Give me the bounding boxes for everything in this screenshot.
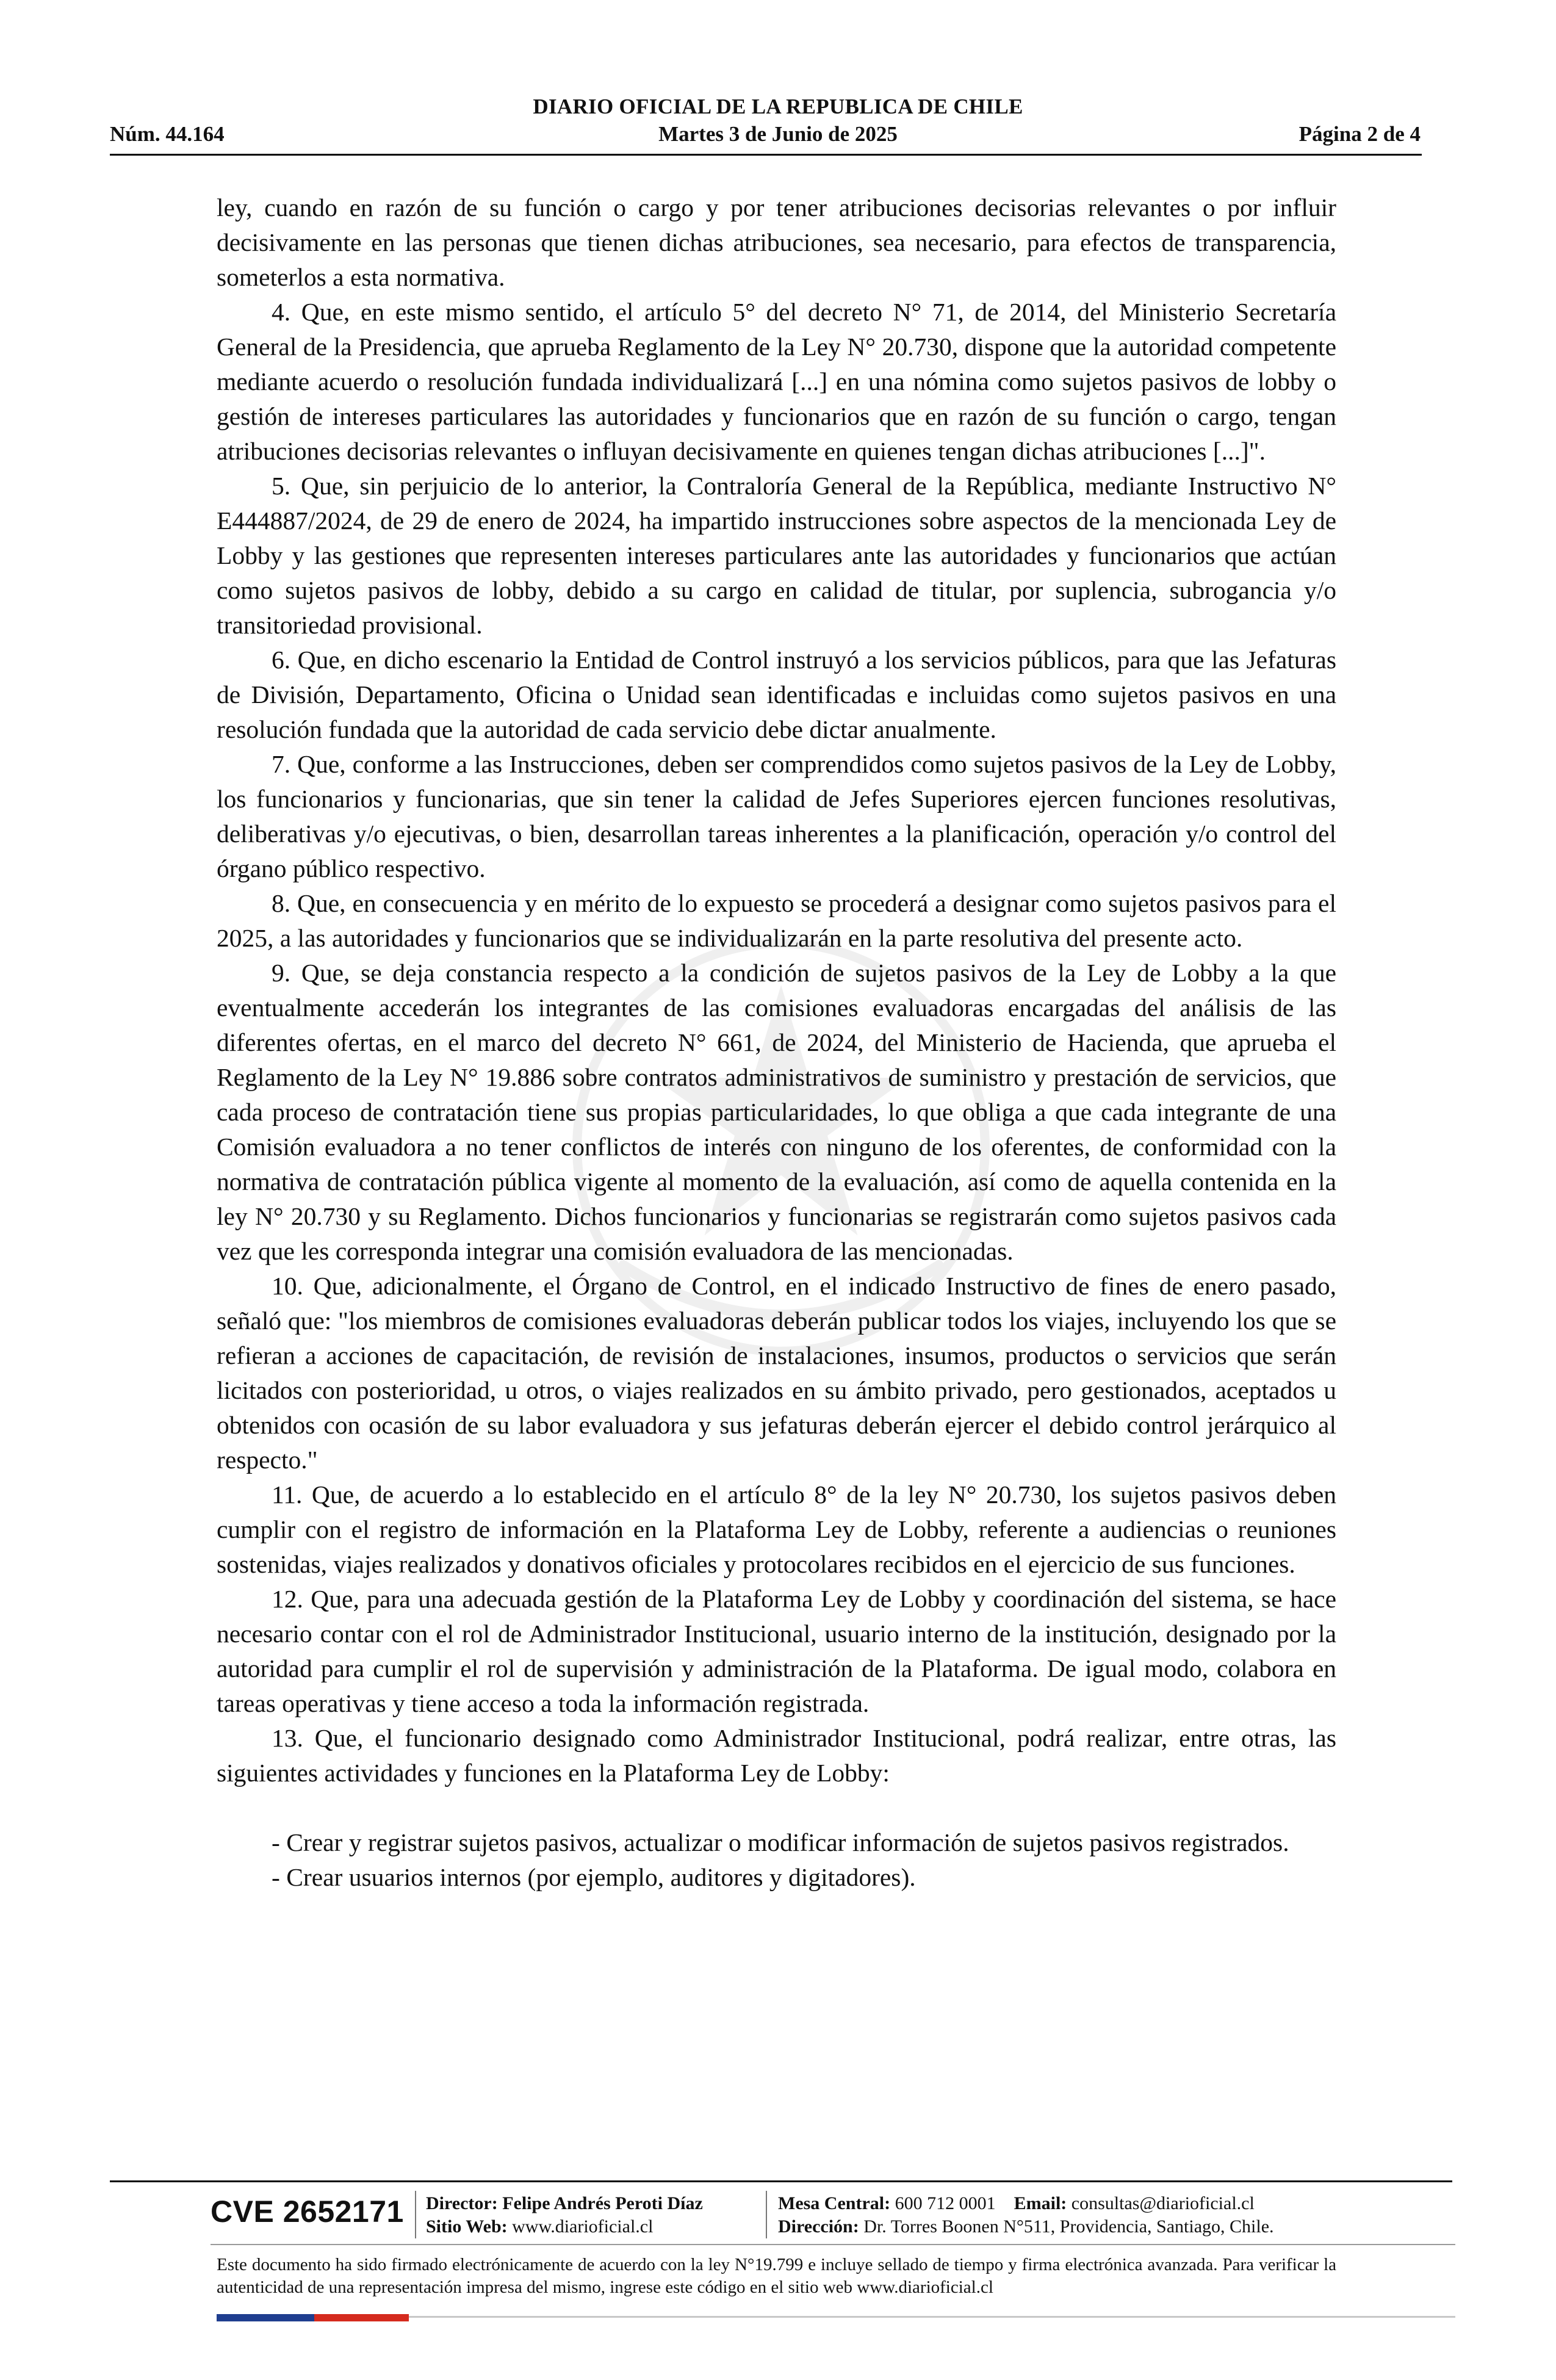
paragraph-6: 6. Que, en dicho escenario la Entidad de Control instruyó a los servicios públicos, para que las Jefaturas de División, Departamento, Oficina o Unidad sean identificadas e incluidas como sujetos pasivos en una resolución fundada que la autoridad de cada servicio debe dictar anualmente. xyxy=(217,646,1336,743)
paragraph-7: 7. Que, conforme a las Instrucciones, deben ser comprendidos como sujetos pasivos de la Ley de Lobby, los funcionarios y funcionarias, que sin tener la calidad de Jefes Superiores ejercen funciones resolutivas, deliberativas y/o ejecutivas, o bien, desarrollan tareas inherentes a la planificación, operación y/o control del órgano público respectivo. xyxy=(217,750,1336,882)
director-label: Director: xyxy=(426,2193,498,2213)
footer-separator xyxy=(415,2191,416,2238)
cve-code: CVE 2652171 xyxy=(211,2194,404,2229)
header-divider xyxy=(110,154,1422,156)
gazette-title: DIARIO OFICIAL DE LA REPUBLICA DE CHILE xyxy=(533,95,1023,118)
bullet-item: - Crear usuarios internos (por ejemplo, auditores y digitadores). xyxy=(272,1863,916,1891)
mesa-label: Mesa Central: xyxy=(778,2193,891,2213)
flag-bar-blue xyxy=(217,2314,314,2321)
footer-separator xyxy=(766,2191,767,2238)
website-label: Sitio Web: xyxy=(426,2216,508,2237)
paragraph-gap xyxy=(217,1790,1336,1825)
footer-divider xyxy=(110,2180,1452,2182)
paragraph-8: 8. Que, en consecuencia y en mérito de lo expuesto se procederá a designar como sujetos pasivos para el 2025, a las autoridades y funcionarios que se individualizarán en la parte resolutiva del presente acto. xyxy=(217,889,1336,952)
footer-legal-divider xyxy=(211,2244,1455,2245)
paragraph-10: 10. Que, adicionalmente, el Órgano de Control, en el indicado Instructivo de fines de enero pasado, señaló que: "los miembros de comisiones evaluadoras deberán publicar todos los viajes, incluyendo los que se refieran a acciones de capacitación, de revisión de instalaciones, insumos, productos o servicios que serán licitados con posterioridad, u otros, o viajes realizados en su ámbito privado, pero gestionados, aceptados u obtenidos con ocasión de su labor evaluadora y sus jefaturas deberán ejercer el debido control jerárquico al respecto." xyxy=(217,1272,1336,1474)
flag-bar-red xyxy=(314,2314,409,2321)
paragraph-5: 5. Que, sin perjuicio de lo anterior, la Contraloría General de la República, mediante Instructivo N° E444887/2024, de 29 de enero de 2024, ha impartido instrucciones sobre aspectos de la mencionada Ley de Lobby y las gestiones que representen intereses particulares ante las autoridades y funcionarios que actúan como sujetos pasivos de lobby, debido a su cargo en calidad de titular, por suplencia, subrogancia y/o transitoriedad provisional. xyxy=(217,472,1336,639)
director-name: Felipe Andrés Peroti Díaz xyxy=(502,2193,703,2213)
paragraph-13: 13. Que, el funcionario designado como Administrador Institucional, podrá realizar, entre otras, las siguientes actividades y funciones en la Plataforma Ley de Lobby: xyxy=(217,1724,1336,1787)
paragraph-9: 9. Que, se deja constancia respecto a la condición de sujetos pasivos de la Ley de Lobby a la que eventualmente accederán los integrantes de las comisiones evaluadoras encargadas del análisis de las diferentes ofertas, en el marco del decreto N° 661, de 2024, del Ministerio de Hacienda, que aprueba el Reglamento de la Ley N° 19.886 sobre contratos administrativos de suministro y prestación de servicios, que cada proceso de contratación tiene sus propias particularidades, lo que obliga a que cada integrante de una Comisión evaluadora a no tener conflictos de interés con ninguno de los oferentes, de conformidad con la normativa de contratación pública vigente al momento de la evaluación, así como de aquella contenida en la ley N° 20.730 y su Reglamento. Dichos funcionarios y funcionarias se registrarán como sujetos pasivos cada vez que les corresponda integrar una comisión evaluadora de las mencionadas. xyxy=(217,959,1336,1265)
page-indicator: Página 2 de 4 xyxy=(1298,122,1421,146)
mesa-phone: 600 712 0001 xyxy=(895,2193,996,2213)
paragraph-11: 11. Que, de acuerdo a lo establecido en el artículo 8° de la ley N° 20.730, los sujetos pasivos deben cumplir con el registro de información en la Plataforma Ley de Lobby, referente a audiencias o reuniones sostenidas, viajes realizados y donativos oficiales y protocolares recibidos en el ejercicio de sus funciones. xyxy=(217,1480,1336,1578)
address-label: Dirección: xyxy=(778,2216,859,2237)
issue-number: Núm. 44.164 xyxy=(110,122,225,146)
email-link[interactable]: consultas@diarioficial.cl xyxy=(1071,2193,1255,2213)
bullet-item: - Crear y registrar sujetos pasivos, actualizar o modificar información de sujetos pasivos registrados. xyxy=(272,1828,1289,1856)
footer-contact-block xyxy=(778,2192,1274,2238)
paragraph-12: 12. Que, para una adecuada gestión de la Plataforma Ley de Lobby y coordinación del sistema, se hace necesario contar con el rol de Administrador Institucional, usuario interno de la institución, designado por la autoridad para cumplir el rol de supervisión y administración de la Plataforma. De igual modo, colabora en tareas operativas y tiene acceso a toda la información registrada. xyxy=(217,1585,1336,1717)
paragraph-continuation: ley, cuando en razón de su función o cargo y por tener atribuciones decisorias relevantes o por influir decisivamente en las personas que tienen dichas atribuciones, sea necesario, para efectos de transparencia, someterlos a esta normativa. xyxy=(217,193,1336,291)
document-body xyxy=(217,190,1336,1895)
email-label: Email: xyxy=(1014,2193,1067,2213)
footer-director-block xyxy=(426,2192,703,2238)
website-link[interactable]: www.diarioficial.cl xyxy=(512,2216,654,2237)
address-value: Dr. Torres Boonen N°511, Providencia, Santiago, Chile. xyxy=(863,2216,1274,2237)
paragraph-4: 4. Que, en este mismo sentido, el artículo 5° del decreto N° 71, de 2014, del Ministerio Secretaría General de la Presidencia, que aprueba Reglamento de la Ley N° 20.730, dispone que la autoridad competente mediante acuerdo o resolución fundada individualizará [...] en una nómina como sujetos pasivos de lobby o gestión de intereses particulares las autoridades y funcionarios que en razón de su función o cargo, tengan atribuciones decisorias relevantes o influyan decisivamente en quienes tengan dichas atribuciones [...]". xyxy=(217,298,1336,465)
legal-notice: Este documento ha sido firmado electrónicamente de acuerdo con la ley N°19.799 e incluye sellado de tiempo y firma electrónica avanzada. Para verificar la autenticidad de una representación impresa del mismo, ingrese este código en el sitio web www.diarioficial.cl xyxy=(217,2255,1336,2297)
issue-date: Martes 3 de Junio de 2025 xyxy=(658,122,898,146)
